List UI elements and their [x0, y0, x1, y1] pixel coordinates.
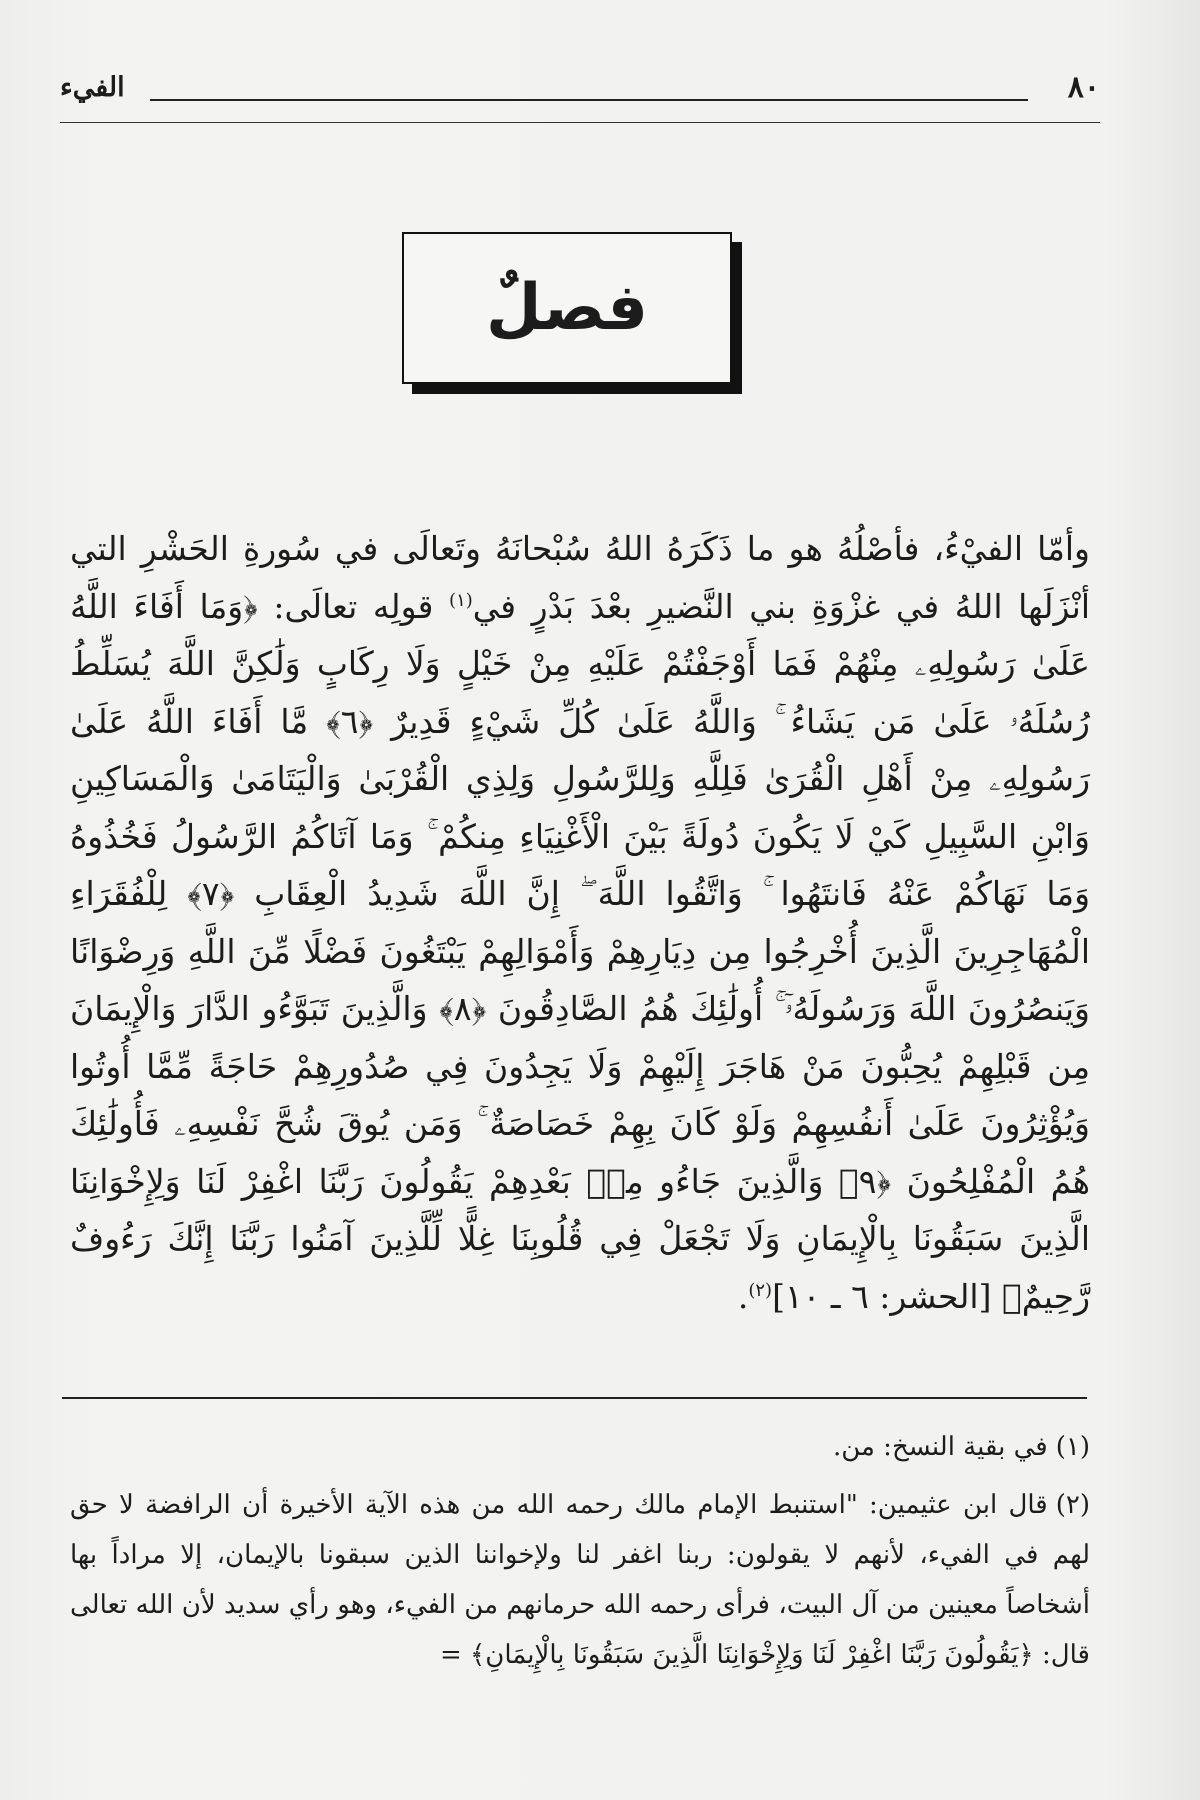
footnote-number: (٢) — [1055, 1490, 1090, 1520]
section-heading-box — [402, 232, 732, 384]
footnote-2 — [70, 1480, 1090, 1680]
footnote-1 — [70, 1422, 1090, 1472]
main-text-end: . — [737, 1276, 749, 1316]
page-number: ٨٠ — [1067, 70, 1100, 105]
footnote-ref-1: (١) — [449, 589, 473, 611]
main-text-quran-passage: قولِه تعالَى: ﴿وَمَا أَفَاءَ اللَّهُ عَلَىٰ رَسُولِهِۦ مِنْهُمْ فَمَا أَوْجَفْتُمْ عَلَيْهِ مِنْ خَيْلٍ وَلَا رِكَابٍ وَلَٰكِنَّ اللَّهَ يُسَلِّطُ رُسُلَهُۥ عَلَىٰ مَن يَشَاءُ ۚ وَاللَّهُ عَلَىٰ كُلِّ شَيْءٍ قَدِيرٌ ﴿٦﴾ مَّا أَفَاءَ اللَّهُ عَلَىٰ رَسُولِهِۦ مِنْ أَهْلِ الْقُرَىٰ فَلِلَّهِ وَلِلرَّسُولِ وَلِذِي الْقُرْبَىٰ وَالْيَتَامَىٰ وَالْمَسَاكِينِ وَابْنِ السَّبِيلِ كَيْ لَا يَكُونَ دُولَةً بَيْنَ الْأَغْنِيَاءِ مِنكُمْ ۚ وَمَا آتَاكُمُ الرَّسُولُ فَخُذُوهُ وَمَا نَهَاكُمْ عَنْهُ فَانتَهُوا ۚ وَاتَّقُوا اللَّهَ ۖ إِنَّ اللَّهَ شَدِيدُ الْعِقَابِ ﴿٧﴾ لِلْفُقَرَاءِ الْمُهَاجِرِينَ الَّذِينَ أُخْرِجُوا مِن دِيَارِهِمْ وَأَمْوَالِهِمْ يَبْتَغُونَ فَضْلًا مِّنَ اللَّهِ وَرِضْوَانًا وَيَنصُرُونَ اللَّهَ وَرَسُولَهُۥٓ ۚ أُولَٰئِكَ هُمُ الصَّادِقُونَ ﴿٨﴾ وَالَّذِينَ تَبَوَّءُو الدَّارَ وَالْإِيمَانَ مِن قَبْلِهِمْ يُحِبُّونَ مَنْ هَاجَرَ إِلَيْهِمْ وَلَا يَجِدُونَ فِي صُدُورِهِمْ حَاجَةً مِّمَّا أُوتُوا وَيُؤْثِرُونَ عَلَىٰ أَنفُسِهِمْ وَلَوْ كَانَ بِهِمْ خَصَاصَةٌ ۚ وَمَن يُوقَ شُحَّ نَفْسِهِۦ فَأُولَٰئِكَ هُمُ الْمُفْلِحُونَ ﴿٩﴾ وَالَّذِينَ جَاءُو مِنۢ بَعْدِهِمْ يَقُولُونَ رَبَّنَا اغْفِرْ لَنَا وَلِإِخْوَانِنَا الَّذِينَ سَبَقُونَا بِالْإِيمَانِ وَلَا تَجْعَلْ فِي قُلُوبِنَا غِلًّا لِّلَّذِينَ آمَنُوا رَبَّنَا إِنَّكَ رَءُوفٌ رَّحِيمٌ﴾ [الحشر: ٦ ـ ١٠] — [70, 586, 1091, 1316]
footnote-ref-2: (٢) — [748, 1279, 773, 1301]
footnote-text: في بقية النسخ: من. — [832, 1432, 1048, 1462]
footnote-number: (١) — [1055, 1432, 1090, 1462]
header-rule — [150, 99, 1028, 101]
main-text-part-1: وأمّا الفيْءُ، فأصْلُهُ هو ما ذَكَرَهُ اللهُ سُبْحانَهُ وتَعالَى في سُورةِ الحَشْرِ التي أنْزَلَها اللهُ في غزْوَةِ بني النَّضيرِ بعْدَ بَدْرٍ في — [70, 529, 1091, 626]
main-text — [70, 520, 1090, 1325]
section-title: فصلٌ — [485, 271, 649, 345]
running-title: الفيء — [60, 72, 125, 103]
header-divider — [60, 122, 1100, 123]
running-header — [60, 70, 1100, 114]
section-box-frame — [402, 232, 732, 384]
footnotes — [70, 1422, 1090, 1688]
footnote-text: قال ابن عثيمين: "استنبط الإمام مالك رحمه الله من هذه الآية الأخيرة أن الرافضة لا حق لهم في الفيء، لأنهم لا يقولون: ربنا اغفر لنا ولإخواننا الذين سبقونا بالإيمان، إلا مراداً بها أشخاصاً معينين من آل البيت، فرأى رحمه الله حرمانهم من الفيء، وهو رأي سديد لأن الله تعالى قال: ﴿يَقُولُونَ رَبَّنَا اغْفِرْ لَنَا وَلِإِخْوَانِنَا الَّذِينَ سَبَقُونَا بِالْإِيمَانِ﴾ = — [70, 1490, 1090, 1670]
footnote-divider — [62, 1397, 1087, 1399]
